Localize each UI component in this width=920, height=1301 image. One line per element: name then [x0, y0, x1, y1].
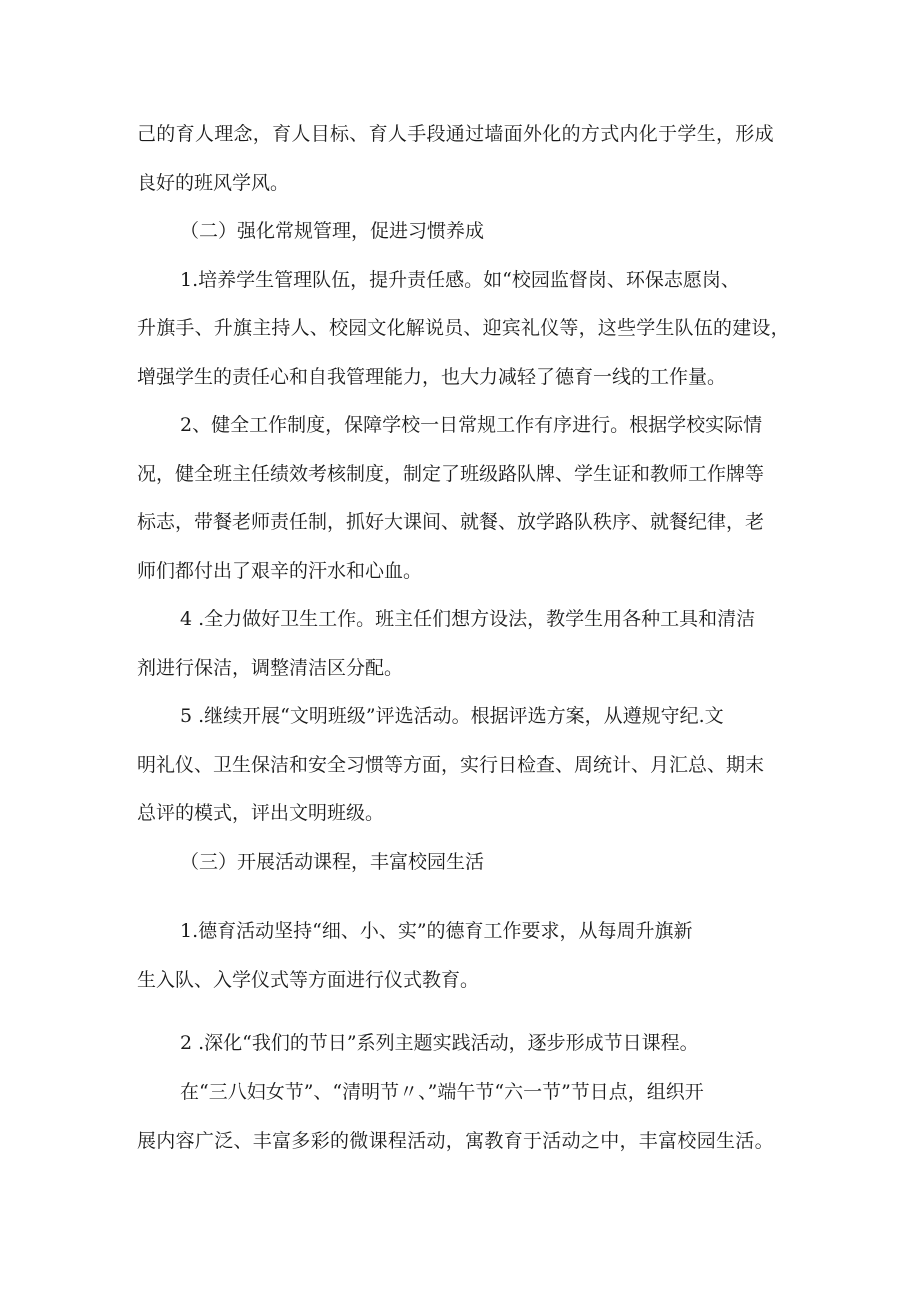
- paragraph-line: 增强学生的责任心和自我管理能力，也大力减轻了德育一线的工作量。: [137, 366, 727, 388]
- paragraph-line: 明礼仪、卫生保洁和安全习惯等方面，实行日检查、周统计、月汇总、期末: [137, 754, 765, 776]
- paragraph-line: 生入队、入学仪式等方面进行仪式教育。: [137, 969, 480, 991]
- paragraph-line: 标志，带餐老师责任制，抓好大课间、就餐、放学路队秩序、就餐纪律，老: [137, 511, 765, 533]
- paragraph-line: 剂进行保洁，调整清洁区分配。: [137, 657, 404, 679]
- paragraph-line: 总评的模式，评出文明班级。: [137, 802, 385, 824]
- paragraph-line: 1.德育活动坚持“细、小、实”的德育工作要求，从每周升旗新: [180, 920, 693, 942]
- paragraph-line: 师们都付出了艰辛的汗水和心血。: [137, 560, 423, 582]
- paragraph-line: 2、健全工作制度，保障学校一日常规工作有序进行。根据学校实际情: [180, 414, 763, 436]
- paragraph-line: 5 .继续开展“文明班级”评选活动。根据评选方案，从遵规守纪.文: [180, 705, 724, 727]
- paragraph-line: 展内容广泛、丰富多彩的微课程活动，寓教育于活动之中，丰富校园生活。: [137, 1130, 774, 1152]
- paragraph-line: 己的育人理念，育人目标、育人手段通过墙面外化的方式内化于学生，形成: [137, 123, 774, 145]
- paragraph-line: 1.培养学生管理队伍，提升责任感。如“校园监督岗、环保志愿岗、: [180, 269, 740, 291]
- paragraph-line: 在“三八妇女节”、“清明节〃、”端午节“六一节”节日点，组织开: [180, 1081, 704, 1103]
- paragraph-line: 4 .全力做好卫生工作。班主任们想方设法，教学生用各种工具和清洁: [180, 608, 756, 630]
- paragraph-line: 2 .深化“我们的节日”系列主题实践活动，逐步形成节日课程。: [180, 1032, 699, 1054]
- section-heading: （三）开展活动课程，丰富校园生活: [180, 851, 485, 873]
- section-heading: （二）强化常规管理，促进习惯养成: [180, 220, 485, 242]
- paragraph-line: 良好的班风学风。: [137, 172, 290, 194]
- paragraph-line: 升旗手、升旗主持人、校园文化解说员、迎宾礼仪等，这些学生队伍的建设，: [137, 317, 790, 339]
- paragraph-line: 况，健全班主任绩效考核制度，制定了班级路队牌、学生证和教师工作牌等: [137, 463, 765, 485]
